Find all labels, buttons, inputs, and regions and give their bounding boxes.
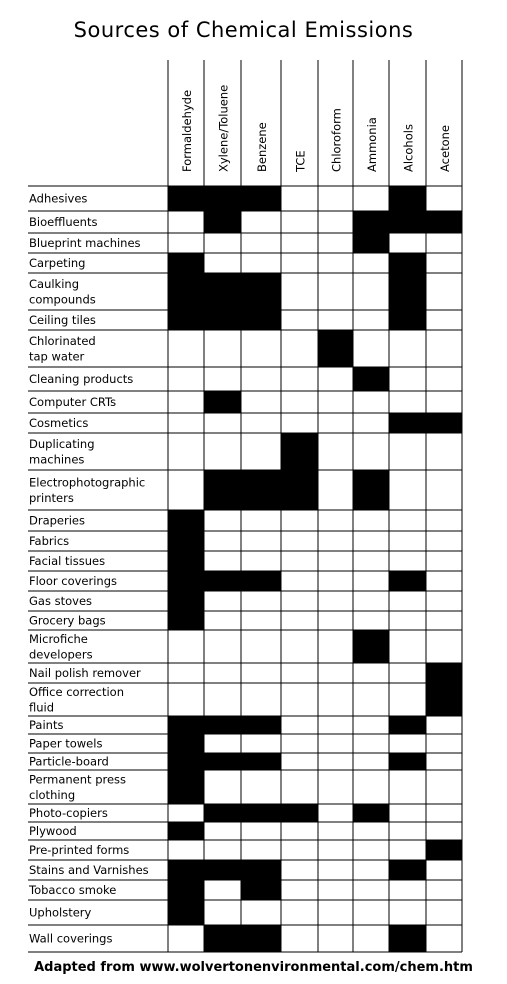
row-label-pre-printed-forms: Pre-printed forms — [29, 843, 130, 857]
cell-bioeffluents-xylene-toluene — [204, 211, 241, 233]
cell-ceiling-tiles-alcohols — [389, 310, 426, 330]
cell-chlorinated-tap-water-chloroform — [318, 330, 353, 367]
cell-adhesives-alcohols — [389, 186, 426, 211]
row-label-upholstery: Upholstery — [29, 905, 92, 920]
column-header-ammonia: Ammonia — [365, 117, 379, 172]
cell-stains-and-varnishes-formaldehyde — [168, 860, 204, 880]
cell-bioeffluents-acetone — [426, 211, 462, 233]
column-header-formaldehyde: Formaldehyde — [180, 89, 194, 172]
row-label-office-correction-fluid: Office correction — [29, 684, 125, 699]
cell-paints-alcohols — [389, 716, 426, 734]
cell-ceiling-tiles-benzene — [241, 310, 281, 330]
cell-bioeffluents-alcohols — [389, 211, 426, 233]
row-label-microfiche-developers: developers — [29, 647, 93, 662]
row-label-paints: Paints — [29, 718, 64, 732]
cell-gas-stoves-formaldehyde — [168, 591, 204, 611]
row-label-floor-coverings: Floor coverings — [29, 574, 118, 588]
cell-adhesives-formaldehyde — [168, 186, 204, 211]
cell-tobacco-smoke-benzene — [241, 880, 281, 900]
cell-particle-board-benzene — [241, 753, 281, 770]
column-header-chloroform: Chloroform — [329, 108, 344, 172]
row-label-adhesives: Adhesives — [29, 191, 88, 206]
row-label-permanent-press-clothing: clothing — [29, 787, 76, 802]
cell-photo-copiers-benzene — [241, 804, 281, 822]
row-label-computer-crts: Computer CRTs — [29, 395, 117, 409]
cell-wall-coverings-alcohols — [389, 925, 426, 952]
row-label-chlorinated-tap-water: tap water — [29, 349, 85, 364]
cell-carpeting-alcohols — [389, 253, 426, 273]
cell-paints-xylene-toluene — [204, 716, 241, 734]
cell-draperies-formaldehyde — [168, 510, 204, 531]
row-label-gas-stoves: Gas stoves — [29, 594, 93, 608]
cell-ceiling-tiles-formaldehyde — [168, 310, 204, 330]
cell-paper-towels-formaldehyde — [168, 734, 204, 753]
row-label-plywood: Plywood — [29, 824, 77, 838]
row-label-electrophotographic-printers: printers — [29, 490, 74, 505]
cell-particle-board-xylene-toluene — [204, 753, 241, 770]
row-label-microfiche-developers: Microfiche — [29, 631, 88, 646]
row-label-nail-polish-remover: Nail polish remover — [29, 666, 141, 680]
column-header-tce: TCE — [293, 150, 308, 172]
cell-cosmetics-alcohols — [389, 413, 426, 433]
row-label-cosmetics: Cosmetics — [29, 416, 89, 430]
cell-grocery-bags-formaldehyde — [168, 611, 204, 630]
column-header-acetone: Acetone — [438, 125, 452, 172]
cell-floor-coverings-benzene — [241, 571, 281, 591]
cell-wall-coverings-xylene-toluene — [204, 925, 241, 952]
cell-photo-copiers-tce — [281, 804, 318, 822]
column-header-alcohols: Alcohols — [401, 124, 416, 172]
cell-stains-and-varnishes-xylene-toluene — [204, 860, 241, 880]
cell-caulking-compounds-benzene — [241, 273, 281, 310]
row-label-tobacco-smoke: Tobacco smoke — [29, 883, 117, 897]
cell-caulking-compounds-formaldehyde — [168, 273, 204, 310]
row-label-photo-copiers: Photo-copiers — [29, 806, 108, 820]
cell-caulking-compounds-xylene-toluene — [204, 273, 241, 310]
row-label-duplicating-machines: Duplicating — [29, 436, 95, 451]
cell-floor-coverings-xylene-toluene — [204, 571, 241, 591]
row-label-stains-and-varnishes: Stains and Varnishes — [29, 863, 149, 877]
row-label-facial-tissues: Facial tissues — [29, 554, 106, 568]
cell-particle-board-alcohols — [389, 753, 426, 770]
cell-tobacco-smoke-formaldehyde — [168, 880, 204, 900]
row-label-blueprint-machines: Blueprint machines — [29, 236, 141, 250]
row-label-cleaning-products: Cleaning products — [29, 372, 134, 386]
cell-pre-printed-forms-acetone — [426, 840, 462, 860]
cell-stains-and-varnishes-benzene — [241, 860, 281, 880]
cell-stains-and-varnishes-alcohols — [389, 860, 426, 880]
cell-bioeffluents-ammonia — [353, 211, 389, 233]
cell-plywood-formaldehyde — [168, 822, 204, 840]
row-label-electrophotographic-printers: Electrophotographic — [29, 475, 146, 490]
column-header-benzene: Benzene — [255, 122, 269, 172]
row-label-draperies: Draperies — [29, 513, 85, 528]
row-label-grocery-bags: Grocery bags — [29, 613, 106, 628]
row-label-duplicating-machines: machines — [29, 452, 85, 467]
cell-office-correction-fluid-acetone — [426, 683, 462, 716]
cell-ceiling-tiles-xylene-toluene — [204, 310, 241, 330]
cell-paints-formaldehyde — [168, 716, 204, 734]
cell-carpeting-formaldehyde — [168, 253, 204, 273]
cell-caulking-compounds-alcohols — [389, 273, 426, 310]
row-label-caulking-compounds: Caulking — [29, 276, 80, 291]
row-label-ceiling-tiles: Ceiling tiles — [29, 313, 96, 327]
row-label-bioeffluents: Bioeffluents — [29, 215, 98, 229]
row-label-particle-board: Particle-board — [29, 754, 109, 769]
cell-fabrics-formaldehyde — [168, 531, 204, 551]
cell-particle-board-formaldehyde — [168, 753, 204, 770]
cell-computer-crts-xylene-toluene — [204, 391, 241, 413]
column-header-xylene-toluene: Xylene/Toluene — [216, 84, 231, 172]
cell-adhesives-xylene-toluene — [204, 186, 241, 211]
row-label-permanent-press-clothing: Permanent press — [29, 772, 127, 787]
cell-floor-coverings-formaldehyde — [168, 571, 204, 591]
cell-electrophotographic-printers-tce — [281, 470, 318, 510]
row-label-fabrics: Fabrics — [29, 534, 70, 548]
cell-wall-coverings-benzene — [241, 925, 281, 952]
cell-duplicating-machines-tce — [281, 433, 318, 470]
cell-photo-copiers-xylene-toluene — [204, 804, 241, 822]
row-label-office-correction-fluid: fluid — [29, 700, 55, 715]
row-label-paper-towels: Paper towels — [29, 736, 103, 751]
cell-floor-coverings-alcohols — [389, 571, 426, 591]
cell-facial-tissues-formaldehyde — [168, 551, 204, 571]
cell-adhesives-benzene — [241, 186, 281, 211]
row-label-caulking-compounds: compounds — [29, 292, 96, 307]
row-label-wall-coverings: Wall coverings — [29, 931, 113, 946]
cell-cleaning-products-ammonia — [353, 367, 389, 391]
cell-electrophotographic-printers-benzene — [241, 470, 281, 510]
cell-nail-polish-remover-acetone — [426, 663, 462, 683]
cell-paints-benzene — [241, 716, 281, 734]
cell-blueprint-machines-ammonia — [353, 233, 389, 253]
chart-title: Sources of Chemical Emissions — [73, 18, 414, 42]
cell-electrophotographic-printers-ammonia — [353, 470, 389, 510]
cell-microfiche-developers-ammonia — [353, 630, 389, 663]
row-label-carpeting: Carpeting — [29, 256, 86, 270]
cell-upholstery-formaldehyde — [168, 900, 204, 925]
row-label-chlorinated-tap-water: Chlorinated — [29, 333, 96, 348]
cell-electrophotographic-printers-xylene-toluene — [204, 470, 241, 510]
cell-photo-copiers-ammonia — [353, 804, 389, 822]
cell-cosmetics-acetone — [426, 413, 462, 433]
source-citation: Adapted from www.wolvertonenvironmental.com/chem.htm — [34, 960, 473, 975]
cell-permanent-press-clothing-formaldehyde — [168, 770, 204, 804]
